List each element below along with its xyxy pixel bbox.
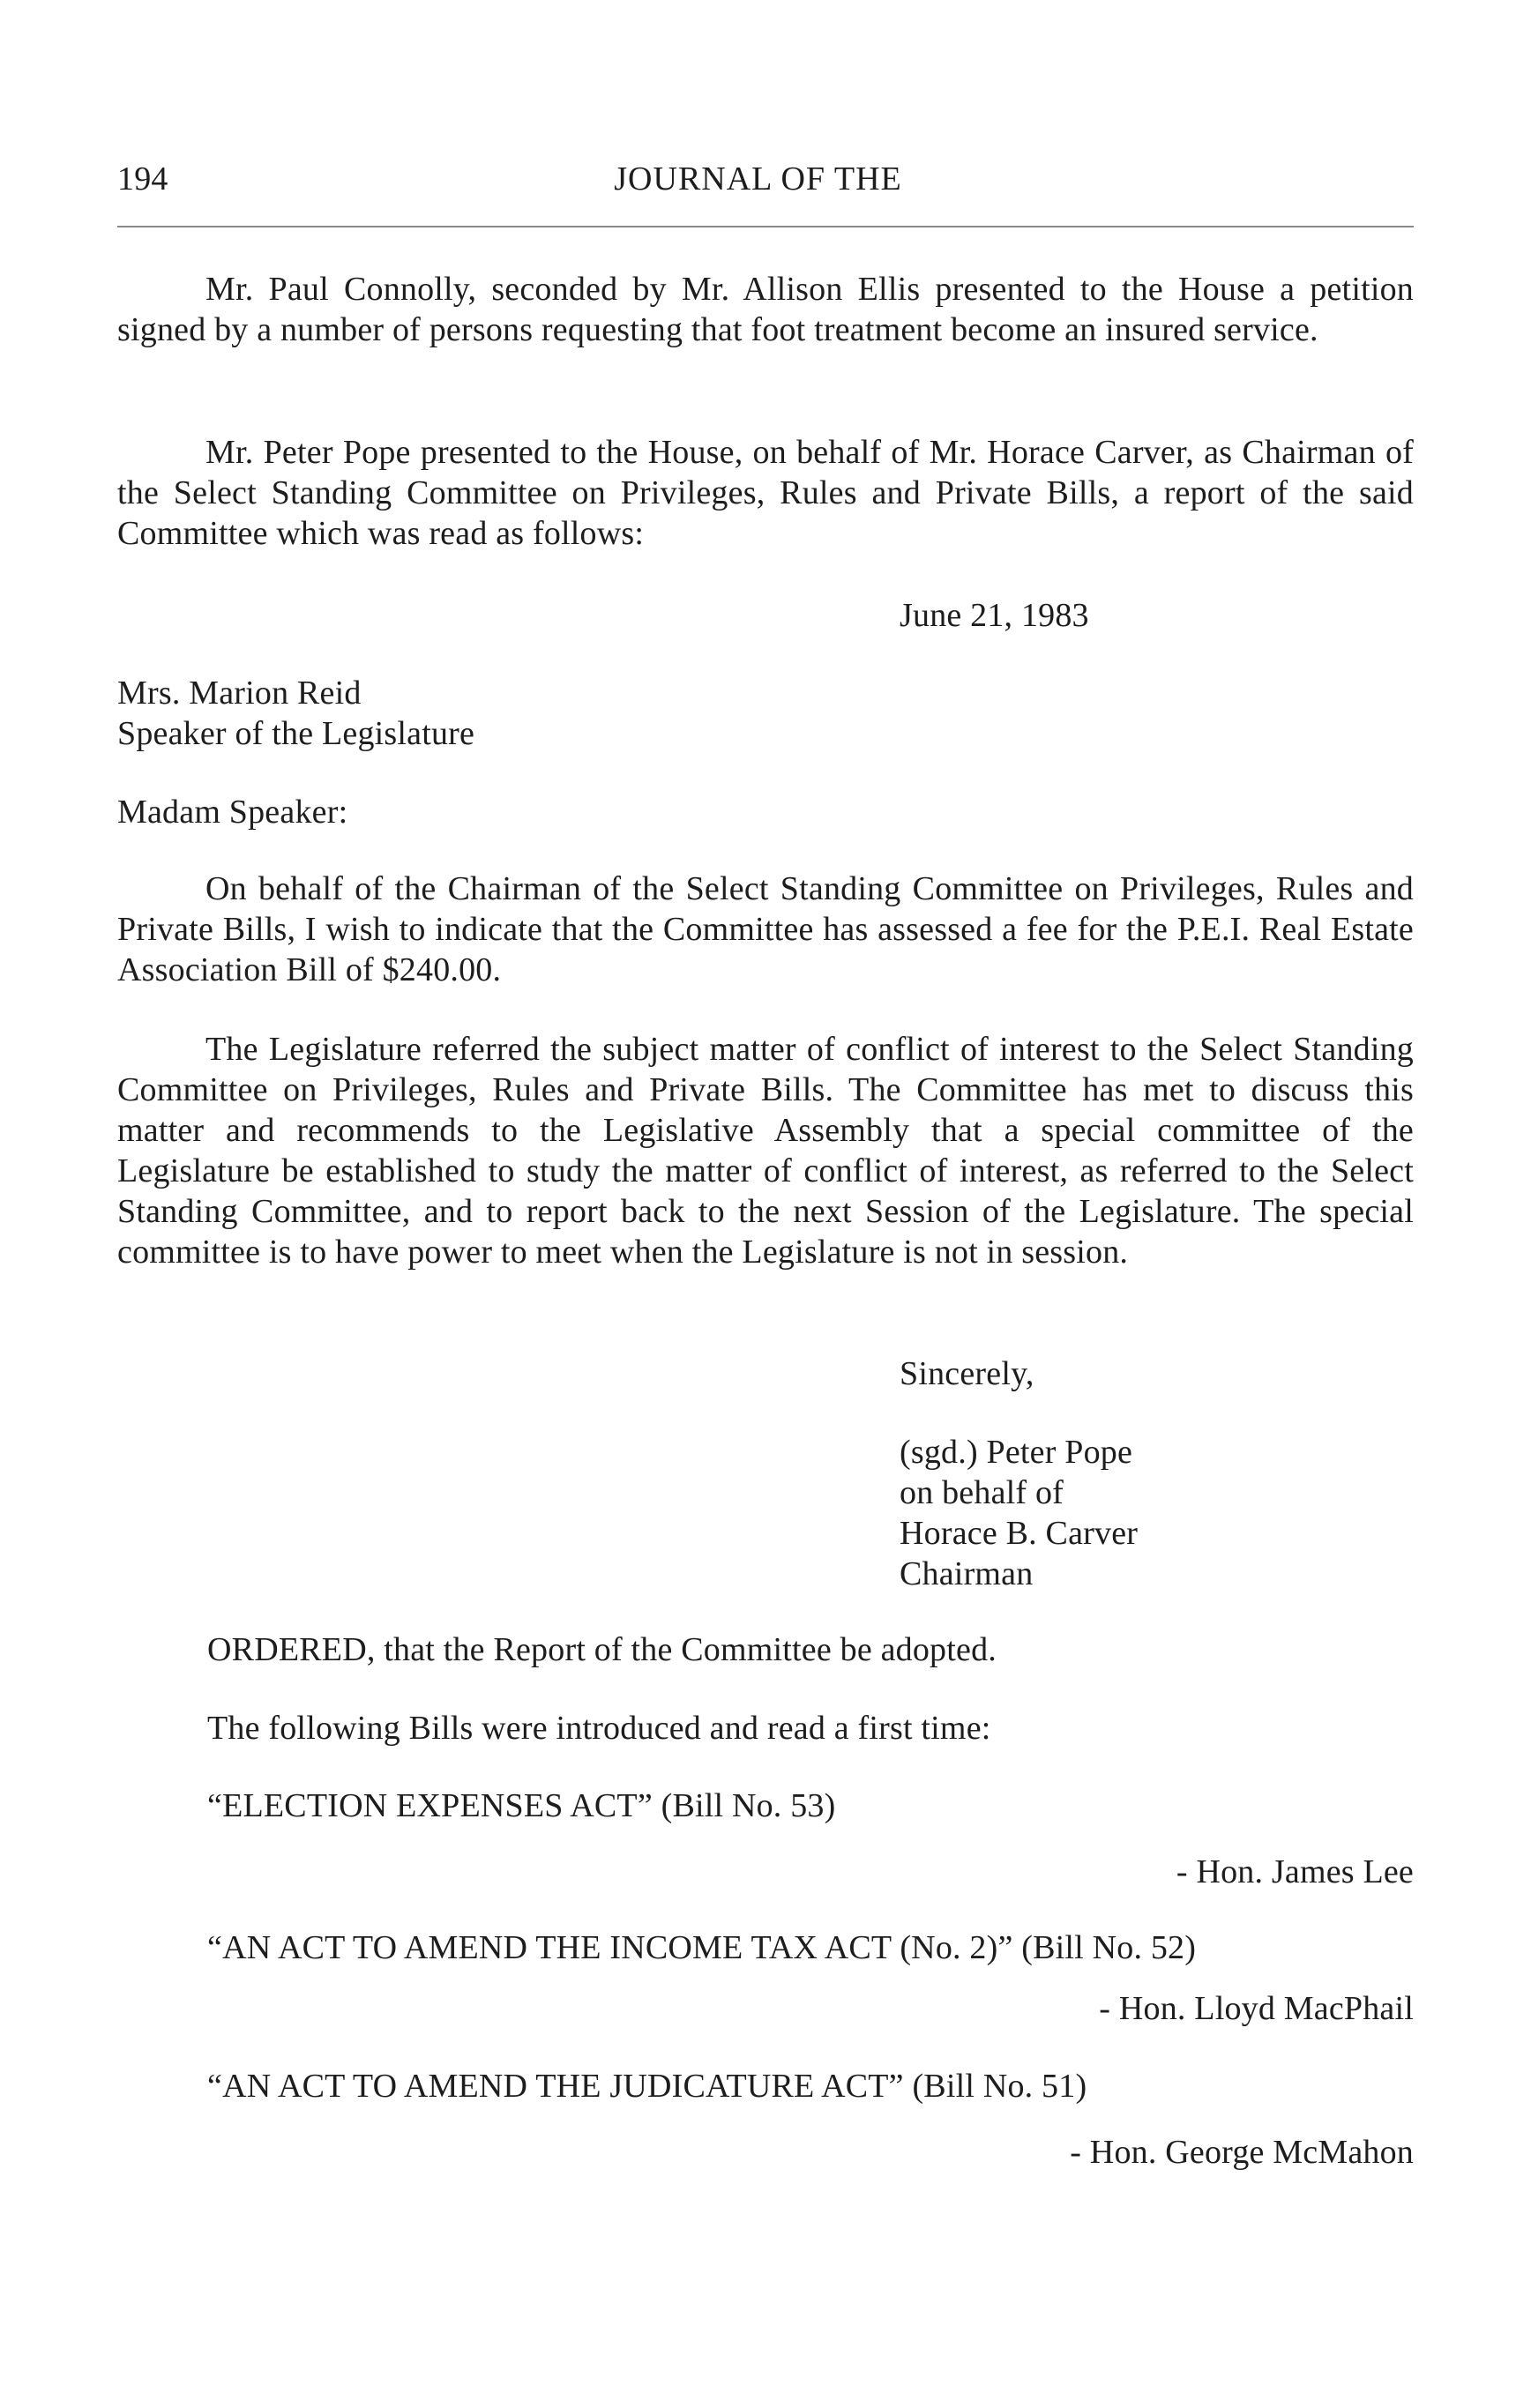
- bills-intro: The following Bills were introduced and read a first time:: [207, 1710, 991, 1747]
- letter-closing: Sincerely,: [900, 1355, 1034, 1392]
- bill-sponsor: - Hon. James Lee: [1176, 1853, 1414, 1890]
- signature-line: Horace B. Carver: [900, 1515, 1139, 1552]
- bill-sponsor: - Hon. George McMahon: [1070, 2134, 1414, 2171]
- addressee-title: Speaker of the Legislature: [117, 715, 475, 752]
- letter-body-fee: On behalf of the Chairman of the Select Standing Committee on Privileges, Rules and Private Bills, I wish to indicate that the Committee has assessed a fee for the P.E.I. Real Estate Association Bill of $240.00.: [117, 870, 1414, 988]
- ordered-statement: ORDERED, that the Report of the Committee be adopted.: [207, 1631, 997, 1668]
- bill-sponsor: - Hon. Lloyd MacPhail: [1099, 1990, 1414, 2027]
- signature-line: on behalf of: [900, 1474, 1064, 1511]
- header-rule: [117, 226, 1414, 227]
- petition-paragraph: Mr. Paul Connolly, seconded by Mr. Allison Ellis presented to the House a petition signed by a number of persons requesting that foot treatment become an insured service.: [117, 271, 1414, 348]
- signature-line: (sgd.) Peter Pope: [900, 1434, 1133, 1471]
- letter-date: June 21, 1983: [900, 597, 1089, 634]
- bill-title: “AN ACT TO AMEND THE JUDICATURE ACT” (Bill No. 51): [207, 2068, 1087, 2105]
- salutation: Madam Speaker:: [117, 794, 348, 831]
- letter-body-conflict: The Legislature referred the subject matter of conflict of interest to the Select Standing Committee on Privileges, Rules and Private Bills. The Committee has met to discuss this matter and recommends to the Legislative Assembly that a special committee of the Legislature be established to study the matter of conflict of interest, as referred to the Select Standing Committee, and to report back to the next Session of the Legislature. The special committee is to have power to meet when the Legislature is not in session.: [117, 1031, 1414, 1271]
- bill-title: “ELECTION EXPENSES ACT” (Bill No. 53): [207, 1787, 836, 1824]
- addressee-name: Mrs. Marion Reid: [117, 675, 362, 712]
- running-title: JOURNAL OF THE: [614, 160, 902, 198]
- signature-line: Chairman: [900, 1555, 1034, 1592]
- page-number: 194: [117, 160, 168, 198]
- report-intro-paragraph: Mr. Peter Pope presented to the House, on behalf of Mr. Horace Carver, as Chairman of the Select Standing Committee on Privileges, Rules and Private Bills, a report of the said Committee which was read as follows:: [117, 434, 1414, 552]
- bill-title: “AN ACT TO AMEND THE INCOME TAX ACT (No. 2)” (Bill No. 52): [207, 1929, 1197, 1966]
